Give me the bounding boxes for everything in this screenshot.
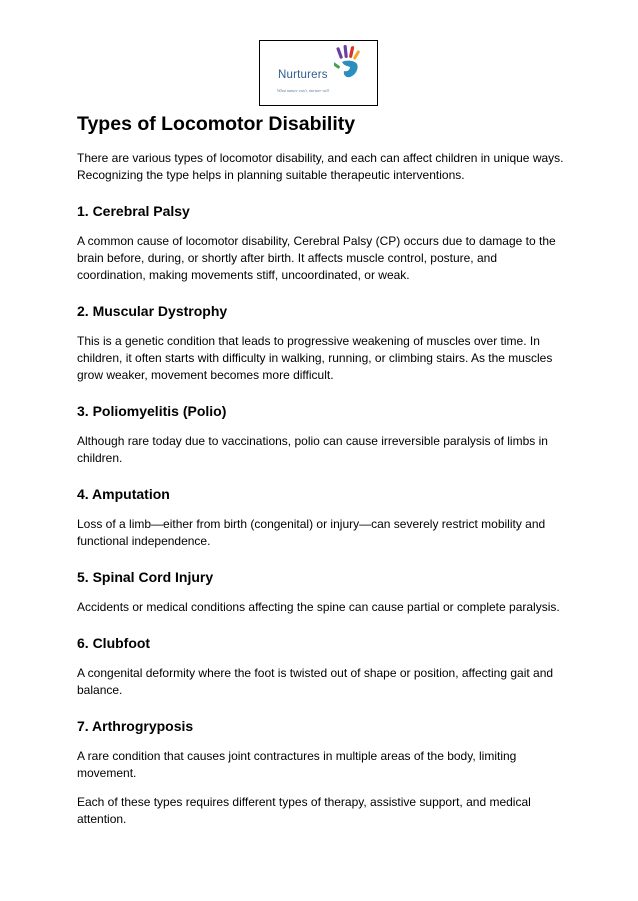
section-heading-clubfoot: 6. Clubfoot — [77, 635, 151, 651]
section-text-clubfoot: A congenital deformity where the foot is twisted out of shape or position, affecting gait and balance. — [77, 666, 554, 697]
section-text-arthrogryposis: A rare condition that causes joint contractures in multiple areas of the body, limiting movement. — [77, 749, 517, 780]
intro-paragraph: There are various types of locomotor disability, and each can affect children in unique ways. Recognizing the type helps in planning suitable therapeutic interventions. — [77, 151, 564, 182]
section-heading-muscular-dystrophy: 2. Muscular Dystrophy — [77, 303, 228, 319]
section-text-spinal-cord-injury: Accidents or medical conditions affecting the spine can cause partial or complete paralysis. — [77, 600, 560, 614]
section-text-muscular-dystrophy: This is a genetic condition that leads to progressive weakening of muscles over time. In children, it often starts with difficulty in walking, running, or climbing stairs. As the muscles grow weaker, movement becomes more difficult. — [77, 334, 553, 382]
section-text-amputation: Loss of a limb—either from birth (congenital) or injury—can severely restrict mobility and functional independence. — [77, 517, 546, 548]
nurturers-logo — [259, 40, 378, 106]
section-heading-spinal-cord-injury: 5. Spinal Cord Injury — [77, 569, 214, 585]
document-body — [77, 112, 567, 828]
logo-wordmark: Nurturers — [278, 69, 328, 81]
section-heading-amputation: 4. Amputation — [77, 486, 170, 502]
section-heading-cerebral-palsy: 1. Cerebral Palsy — [77, 203, 190, 219]
section-heading-polio: 3. Poliomyelitis (Polio) — [77, 403, 227, 419]
section-text-polio: Although rare today due to vaccinations, polio can cause irreversible paralysis of limbs in children. — [77, 434, 548, 465]
hand-logo-icon — [334, 45, 364, 89]
section-text-cerebral-palsy: A common cause of locomotor disability, Cerebral Palsy (CP) occurs due to damage to the brain before, during, or shortly after birth. It affects muscle control, posture, and coordination, making movements stiff, uncoordinated, or weak. — [77, 234, 556, 282]
closing-paragraph: Each of these types requires different types of therapy, assistive support, and medical attention. — [77, 795, 531, 826]
logo-tagline: What nature can't, nurture will. — [277, 88, 330, 93]
page-title: Types of Locomotor Disability — [77, 113, 356, 135]
section-heading-arthrogryposis: 7. Arthrogryposis — [77, 718, 194, 734]
